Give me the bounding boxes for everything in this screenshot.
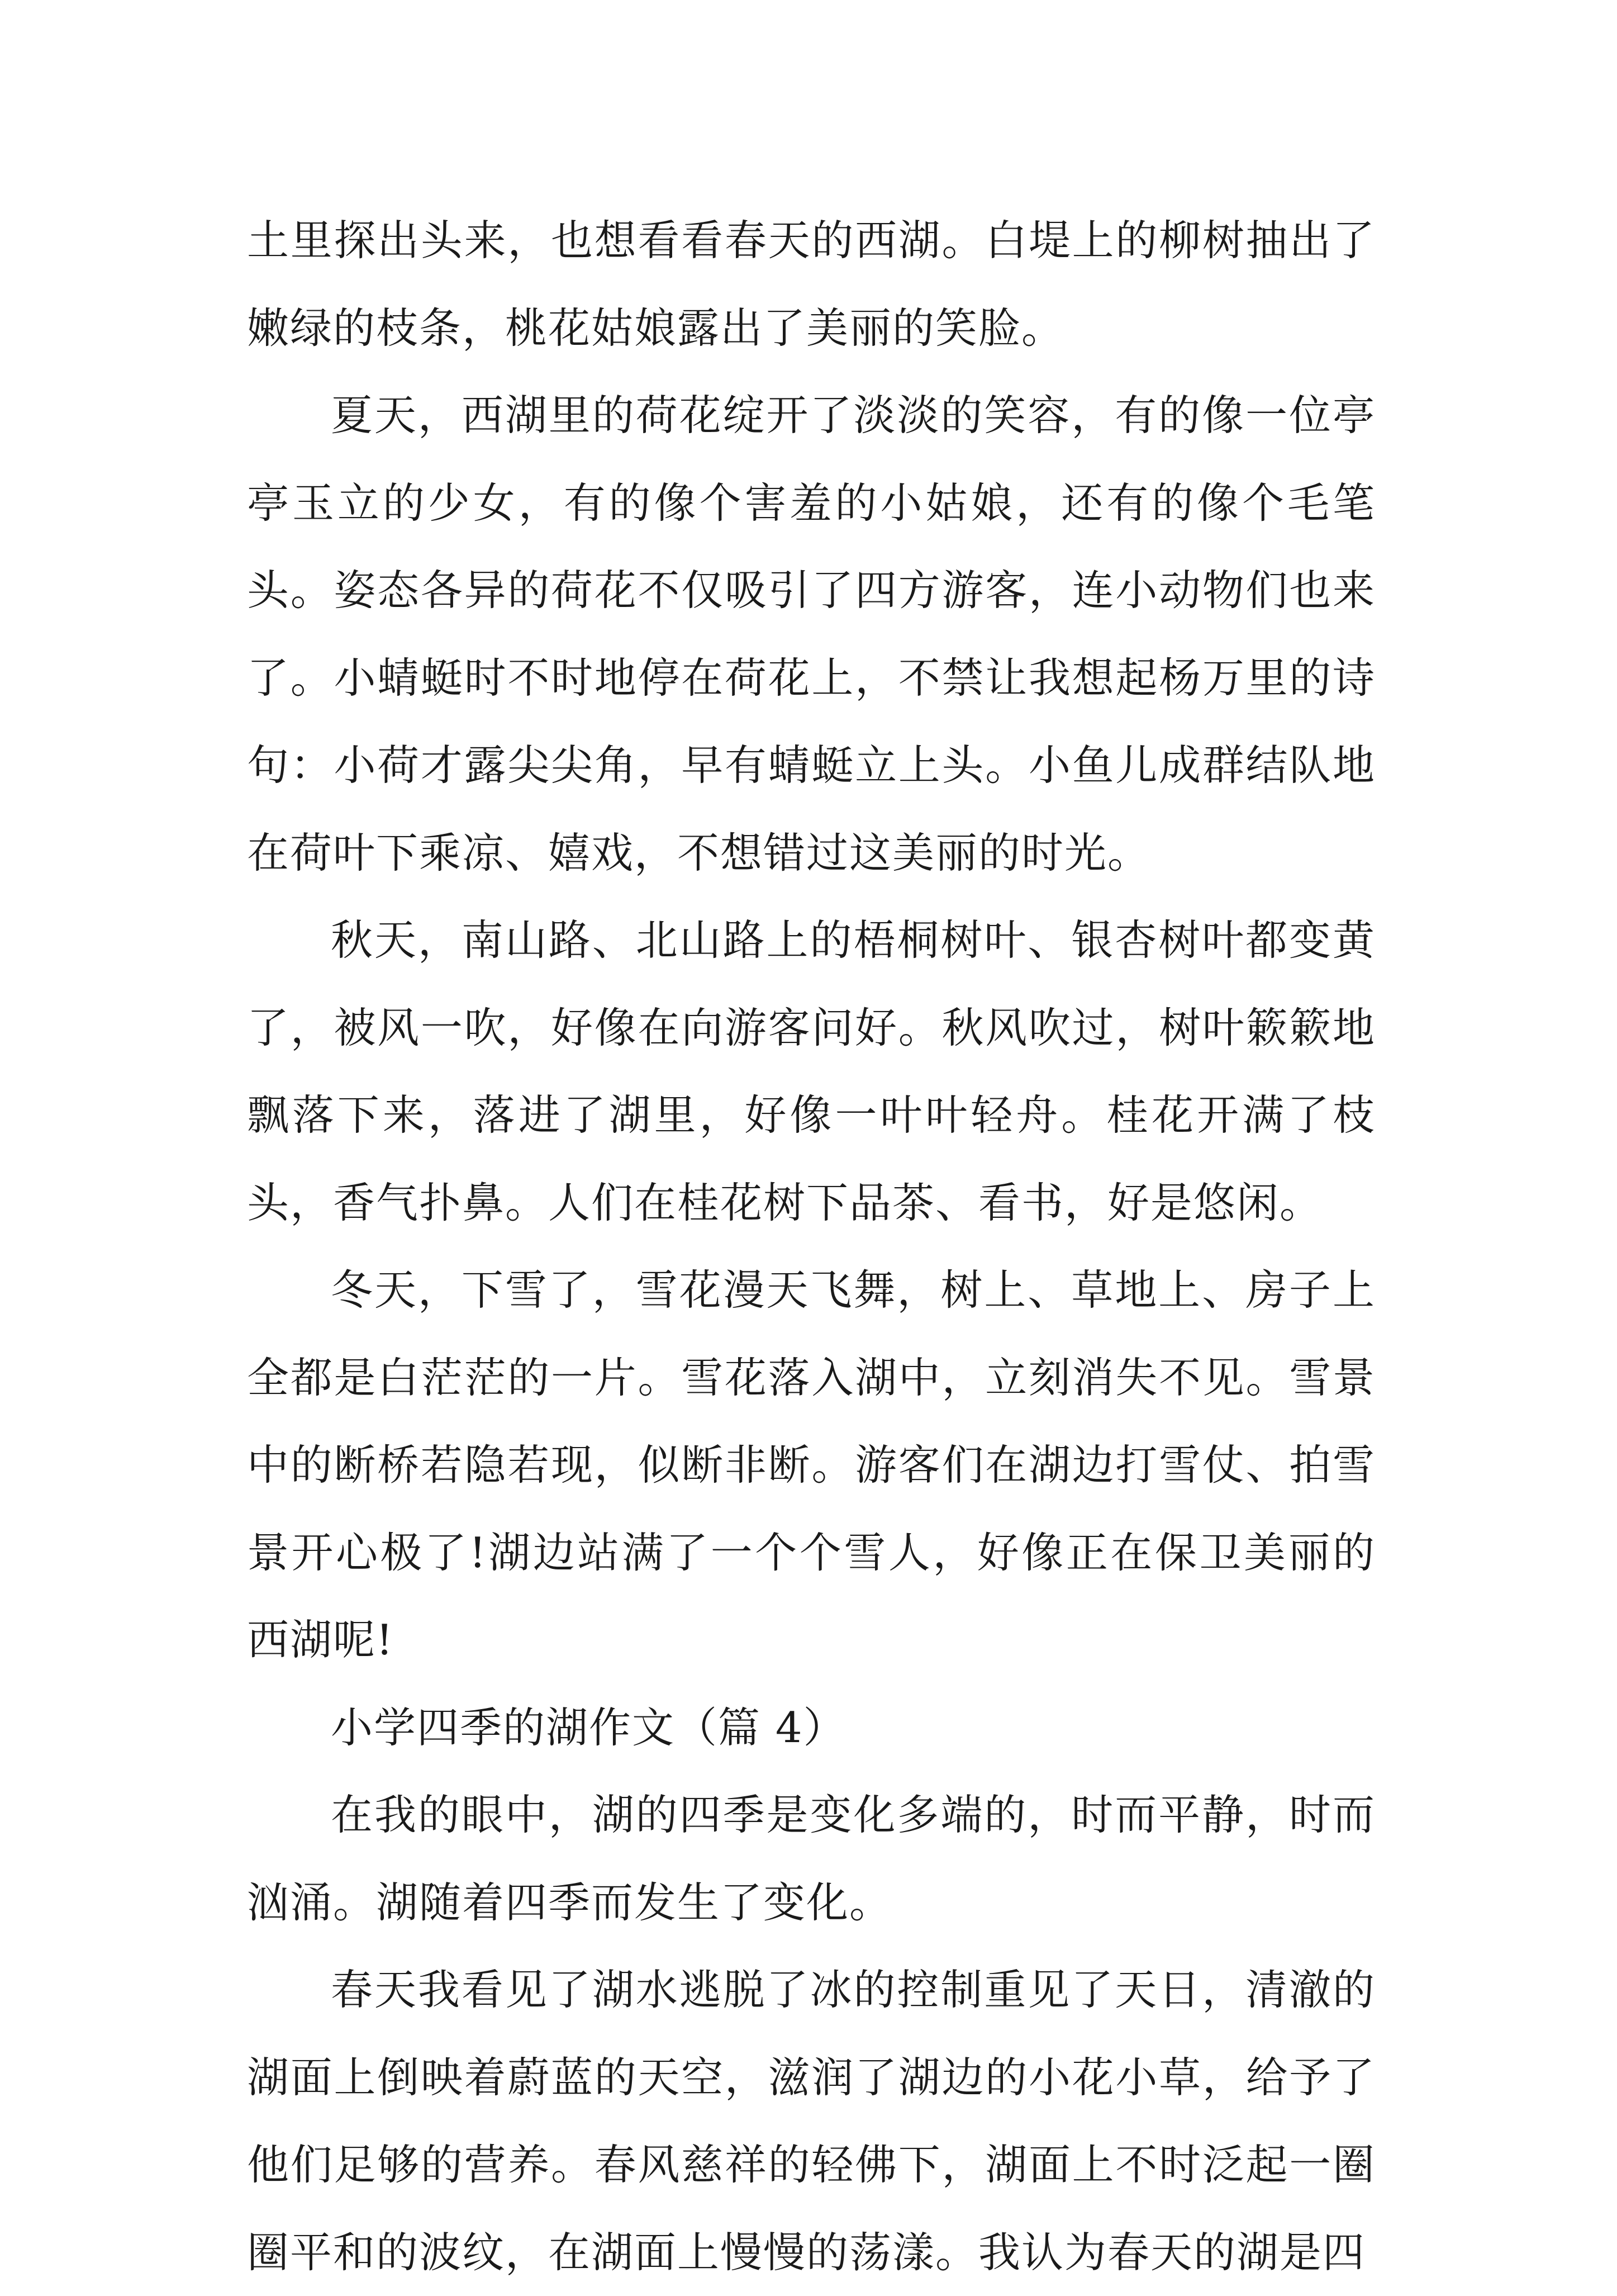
- paragraph-summer: 夏天，西湖里的荷花绽开了淡淡的笑容，有的像一位亭亭玉立的少女，有的像个害羞的小姑娘，还有的像个毛笔头。姿态各异的荷花不仅吸引了四方游客，连小动物们也来了。小蜻蜓时不时地停在荷花上，不禁让我想起杨万里的诗句：小荷才露尖尖角，早有蜻蜓立上头。小鱼儿成群结队地在荷叶下乘凉、嬉戏，不想错过这美丽的时光。: [247, 391, 1376, 877]
- document-body: [247, 197, 1376, 2296]
- paragraph-intro: 在我的眼中，湖的四季是变化多端的，时而平静，时而汹涌。湖随着四季而发生了变化。: [247, 1790, 1376, 1927]
- section-heading: 小学四季的湖作文（篇 4）: [331, 1702, 846, 1752]
- paragraph-winter: 冬天，下雪了，雪花漫天飞舞，树上、草地上、房子上全都是白茫茫的一片。雪花落入湖中，立刻消失不见。雪景中的断桥若隐若现，似断非断。游客们在湖边打雪仗、拍雪景开心极了!湖边站满了一个个雪人，好像正在保卫美丽的西湖呢!: [247, 1265, 1376, 1664]
- paragraph-autumn: 秋天，南山路、北山路上的梧桐树叶、银杏树叶都变黄了，被风一吹，好像在向游客问好。秋风吹过，树叶簌簌地飘落下来，落进了湖里，好像一叶叶轻舟。桂花开满了枝头，香气扑鼻。人们在桂花树下品茶、看书，好是悠闲。: [247, 915, 1376, 1227]
- paragraph-continuation: 土里探出头来，也想看看春天的西湖。白堤上的柳树抽出了嫩绿的枝条，桃花姑娘露出了美丽的笑脸。: [247, 216, 1376, 353]
- paragraph-spring: 春天我看见了湖水逃脱了冰的控制重见了天日，清澈的湖面上倒映着蔚蓝的天空，滋润了湖边的小花小草，给予了他们足够的营养。春风慈祥的轻佛下，湖面上不时泛起一圈圈平和的波纹，在湖面上慢慢的荡漾。我认为春天的湖是四: [247, 1965, 1376, 2277]
